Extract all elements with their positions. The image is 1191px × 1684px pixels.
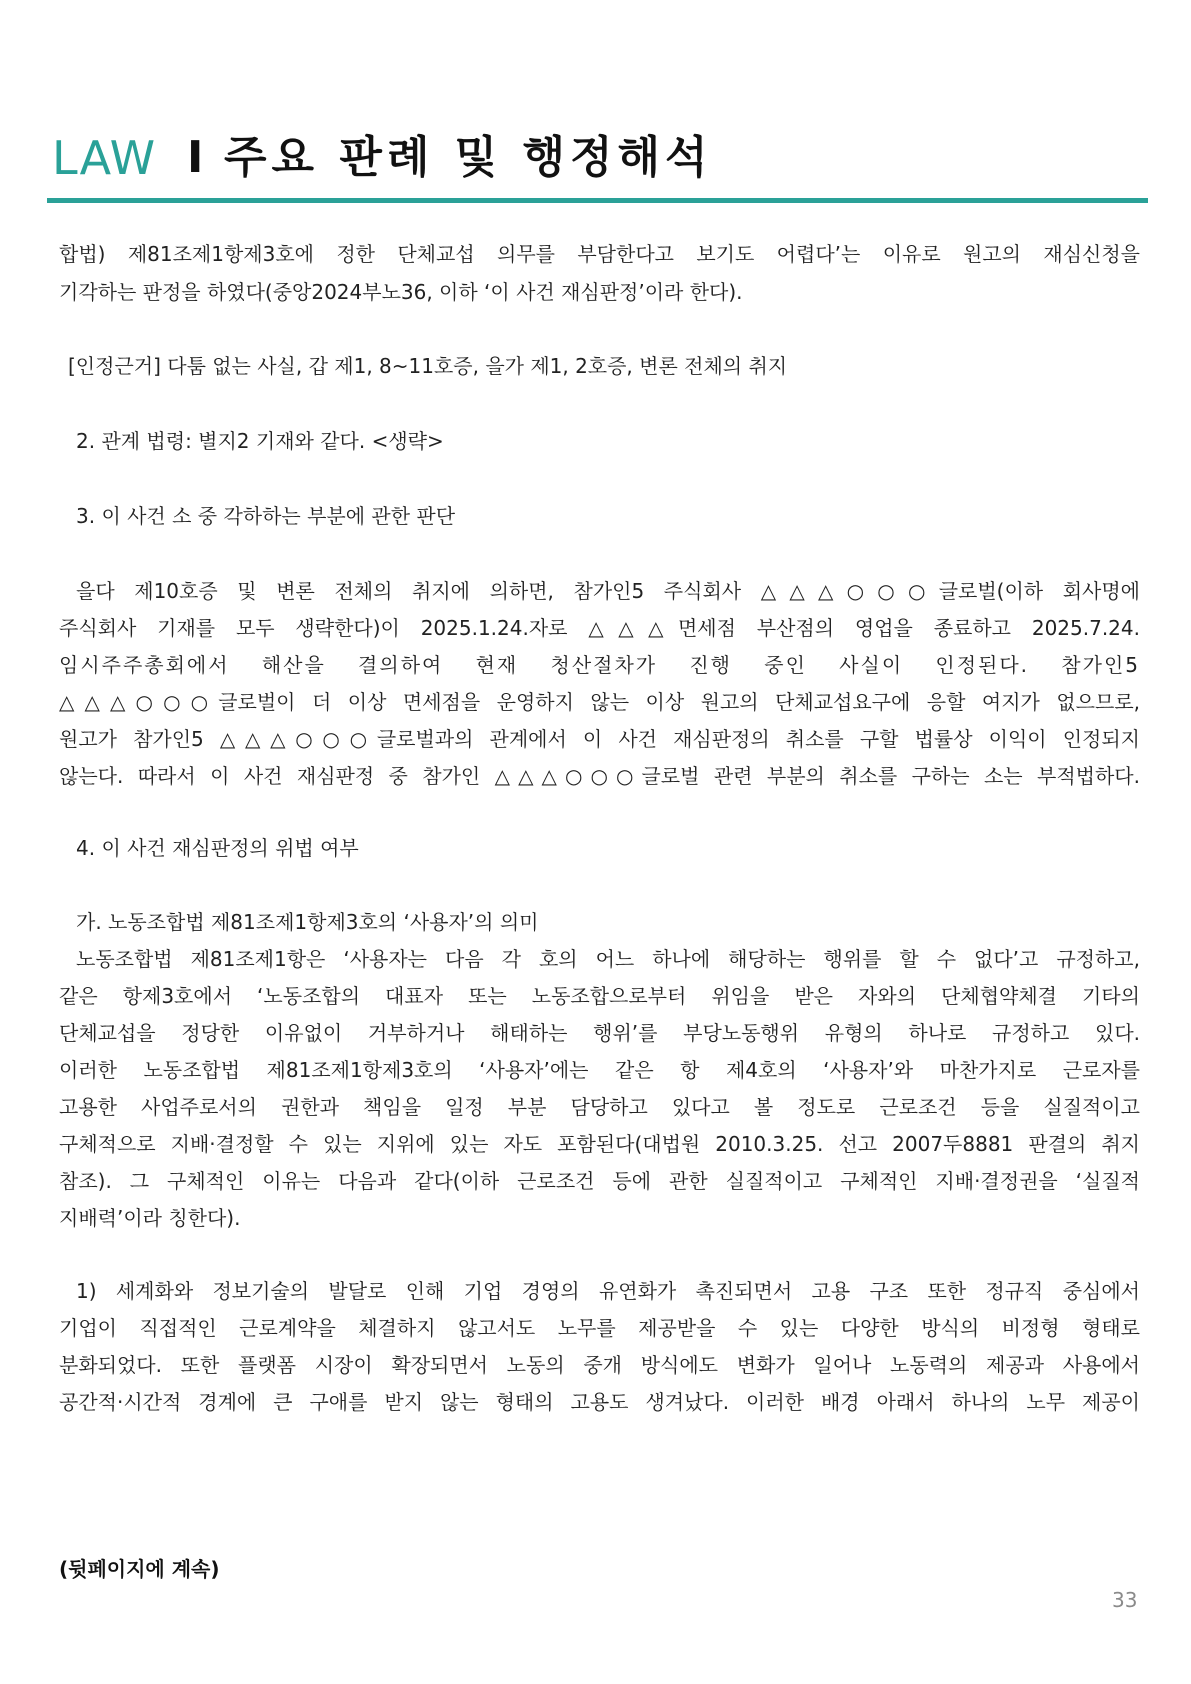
body-line: 기각하는 판정을 하였다(중앙2024부노36, 이하 ‘이 사건 재심판정’이라 한다). — [59, 280, 743, 304]
body-line: 참조). 그 구체적인 이유는 다음과 같다(이하 근로조건 등에 관한 실질적이고 구체적인 지배·결정권을 ‘실질적 — [59, 1169, 1140, 1193]
title-separator: I — [187, 132, 204, 183]
body-line: 합법) 제81조제1항제3호에 정한 단체교섭 의무를 부담한다고 보기도 어렵다’는 이유로 원고의 재심신청을 — [59, 242, 1140, 266]
evidence-line: [인정근거] 다툼 없는 사실, 갑 제1, 8~11호증, 을가 제1, 2호증, 변론 전체의 취지 — [68, 354, 788, 378]
page-number: 33 — [1112, 1588, 1138, 1612]
body-line: 노동조합법 제81조제1항은 ‘사용자는 다음 각 호의 어느 하나에 해당하는 행위를 할 수 없다’고 규정하고, — [76, 947, 1140, 971]
continued-note: (뒷페이지에 계속) — [59, 1557, 220, 1581]
law-label: LAW — [52, 131, 157, 185]
body-line: 이러한 노동조합법 제81조제1항제3호의 ‘사용자’에는 같은 항 제4호의 ‘사용자’와 마찬가지로 근로자를 — [59, 1058, 1140, 1082]
body-line: 기업이 직접적인 근로계약을 체결하지 않고서도 노무를 제공받을 수 있는 다양한 방식의 비정형 형태로 — [59, 1316, 1140, 1340]
body-line: 구체적으로 지배·결정할 수 있는 지위에 있는 자도 포함된다(대법원 2010.3.25. 선고 2007두8881 판결의 취지 — [59, 1132, 1140, 1156]
section-heading: 4. 이 사건 재심판정의 위법 여부 — [76, 836, 359, 860]
body-line: 임시주주총회에서 해산을 결의하여 현재 청산절차가 진행 중인 사실이 인정된다. 참가인5 — [59, 653, 1140, 677]
body-line: 지배력’이라 칭한다). — [59, 1206, 241, 1230]
body-line: 같은 항제3호에서 ‘노동조합의 대표자 또는 노동조합으로부터 위임을 받은 자와의 단체협약체결 기타의 — [59, 984, 1140, 1008]
body-line: 원고가 참가인5 △△△○○○글로벌과의 관계에서 이 사건 재심판정의 취소를 구할 법률상 이익이 인정되지 — [59, 727, 1140, 751]
body-line: △△△○○○글로벌이 더 이상 면세점을 운영하지 않는 이상 원고의 단체교섭요구에 응할 여지가 없으므로, — [59, 690, 1140, 714]
body-line: 않는다. 따라서 이 사건 재심판정 중 참가인 △△△○○○글로벌 관련 부분의 취소를 구하는 소는 부적법하다. — [59, 764, 1140, 788]
header-rule — [47, 198, 1148, 203]
body-line: 주식회사 기재를 모두 생략한다)이 2025.1.24.자로 △△△면세점 부산점의 영업을 종료하고 2025.7.24. — [59, 616, 1140, 640]
body-line: 고용한 사업주로서의 권한과 책임을 일정 부분 담당하고 있다고 볼 정도로 근로조건 등을 실질적이고 — [59, 1095, 1140, 1119]
page-title: 주요 판례 및 행정해석 — [224, 132, 713, 183]
body-line: 1) 세계화와 정보기술의 발달로 인해 기업 경영의 유연화가 촉진되면서 고용 구조 또한 정규직 중심에서 — [76, 1279, 1140, 1303]
section-heading: 3. 이 사건 소 중 각하하는 부분에 관한 판단 — [76, 504, 456, 528]
body-line: 을다 제10호증 및 변론 전체의 취지에 의하면, 참가인5 주식회사 △△△○○○글로벌(이하 회사명에 — [76, 579, 1140, 603]
body-line: 공간적·시간적 경계에 큰 구애를 받지 않는 형태의 고용도 생겨났다. 이러한 배경 아래서 하나의 노무 제공이 — [59, 1390, 1140, 1414]
body-line: 단체교섭을 정당한 이유없이 거부하거나 해태하는 행위’를 부당노동행위 유형의 하나로 규정하고 있다. — [59, 1021, 1140, 1045]
section-heading: 2. 관계 법령: 별지2 기재와 같다. <생략> — [76, 429, 444, 453]
subsection-heading: 가. 노동조합법 제81조제1항제3호의 ‘사용자’의 의미 — [76, 910, 539, 934]
body-line: 분화되었다. 또한 플랫폼 시장이 확장되면서 노동의 중개 방식에도 변화가 일어나 노동력의 제공과 사용에서 — [59, 1353, 1140, 1377]
